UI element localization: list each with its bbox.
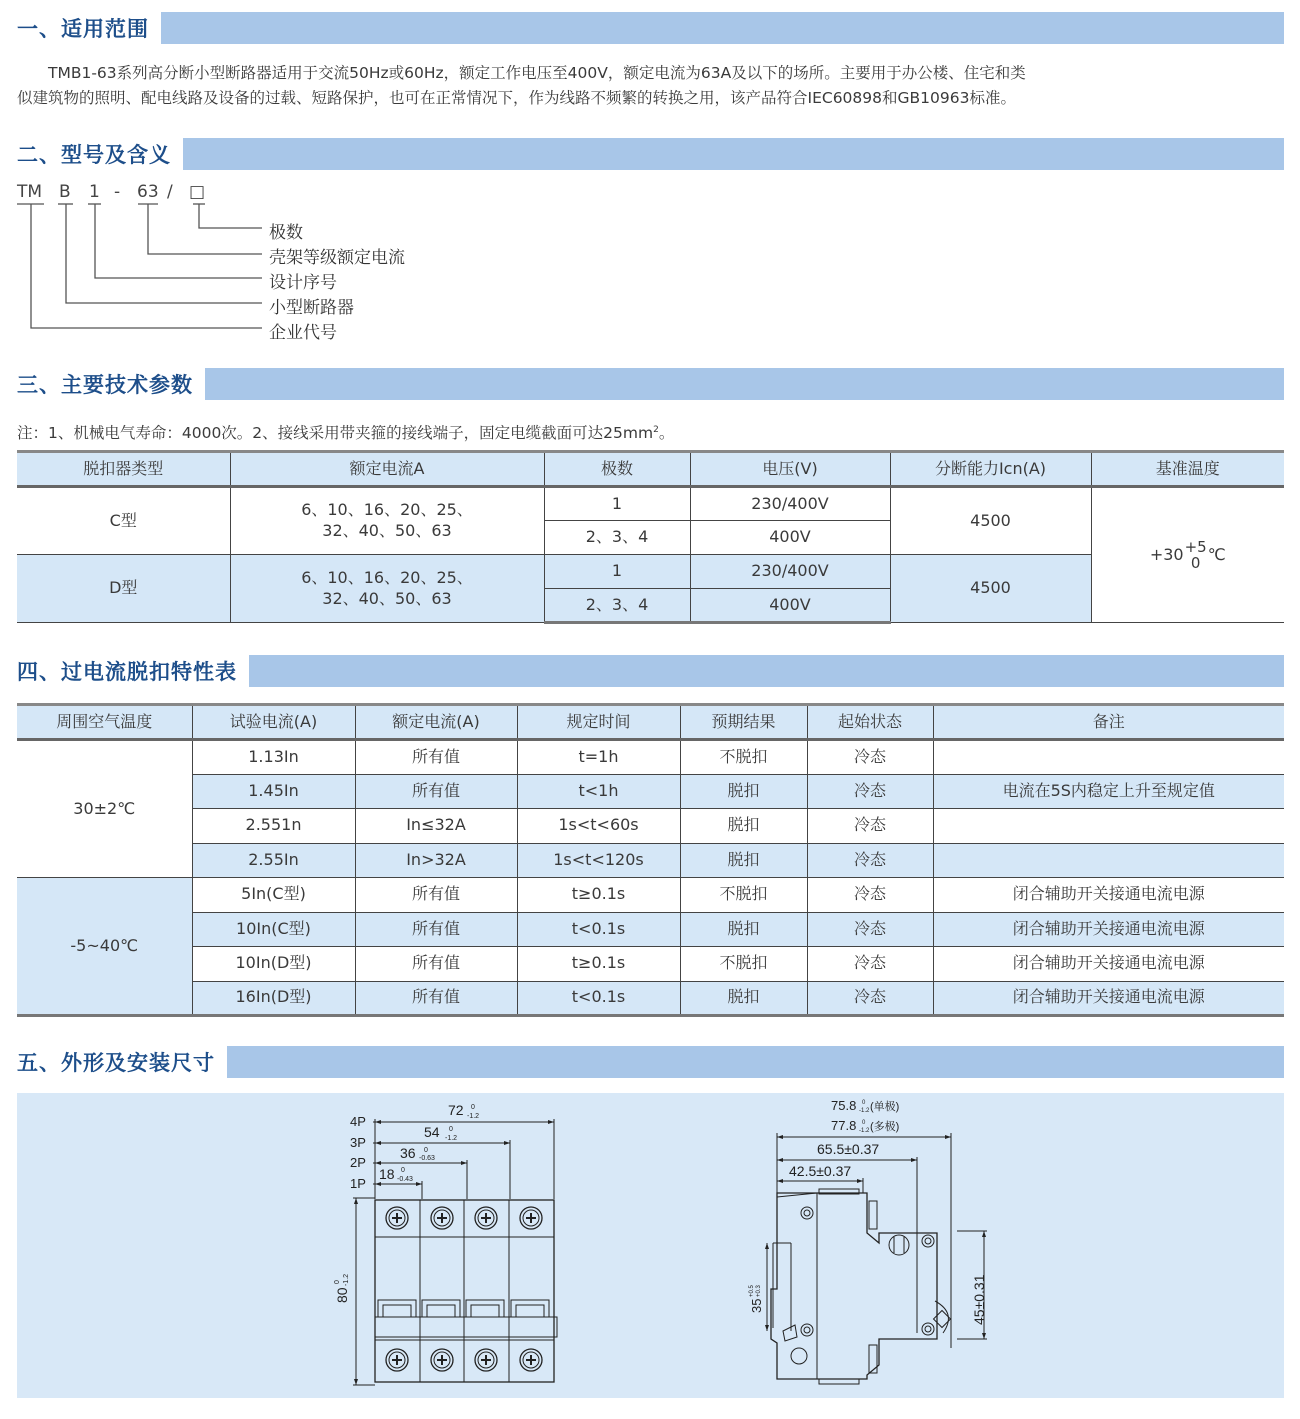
section-header-model <box>17 138 1284 170</box>
time-cell: t<1h <box>517 774 680 809</box>
col-header: 脱扣器类型 <box>17 452 230 487</box>
poles-cell: 1 <box>544 555 690 589</box>
state-cell: 冷态 <box>807 981 933 1016</box>
result-cell: 脱扣 <box>680 809 807 844</box>
rated-current-cell: 所有值 <box>355 947 517 982</box>
pole-label-4p: 4P <box>350 1114 366 1129</box>
dim-tol-upper: 0 <box>449 1126 453 1133</box>
rated-current-cell: 所有值 <box>355 912 517 947</box>
model-code-dash: - <box>114 182 121 202</box>
scope-line-2: 似建筑物的照明、配电线路及设备的过载、短路保护，也可在正常情况下，作为线路不频繁的转换之用，该产品符合IEC60898和GB10963标准。 <box>17 89 1016 107</box>
time-cell: t≥0.1s <box>517 947 680 982</box>
col-header: 备注 <box>933 705 1284 740</box>
section-title: 一、适用范围 <box>17 17 149 41</box>
rated-current-cell <box>230 487 544 555</box>
ambient-temp-cell: 30±2℃ <box>17 740 192 878</box>
dim-width-3p: 54 <box>424 1124 440 1140</box>
poles-cell: 2、3、4 <box>544 521 690 555</box>
time-cell: 1s<t<60s <box>517 809 680 844</box>
model-designation-diagram <box>17 180 467 345</box>
voltage-cell: 400V <box>690 521 890 555</box>
table-row <box>17 843 1284 878</box>
voltage-cell: 230/400V <box>690 555 890 589</box>
result-cell: 不脱扣 <box>680 740 807 775</box>
rated-current-cell: 所有值 <box>355 740 517 775</box>
table-row <box>17 947 1284 982</box>
dim-width-1p: 18 <box>379 1166 395 1182</box>
rated-current-cell: 所有值 <box>355 981 517 1016</box>
side-view-drawing <box>707 1093 1300 1398</box>
state-cell: 冷态 <box>807 947 933 982</box>
screw-icon <box>431 1207 453 1229</box>
dim-width-2p: 36 <box>400 1145 416 1161</box>
breaking-capacity-cell: 4500 <box>890 555 1091 623</box>
note-superscript: 2 <box>653 425 659 435</box>
dim-depth-single: 75.8 <box>831 1098 857 1113</box>
section-title: 五、外形及安装尺寸 <box>17 1051 215 1075</box>
section-title: 二、型号及含义 <box>17 143 171 167</box>
test-current-cell: 1.45In <box>192 774 355 809</box>
state-cell: 冷态 <box>807 878 933 913</box>
col-header: 额定电流A <box>230 452 544 487</box>
temp-unit: ℃ <box>1207 544 1226 564</box>
model-code-frame: 63 <box>137 182 159 202</box>
rated-current-cell: 所有值 <box>355 878 517 913</box>
note-text: 注：1、机械电气寿命：4000次。2、接线采用带夹箍的接线端子，固定电缆截面可达25mm <box>17 424 654 443</box>
result-cell: 脱扣 <box>680 981 807 1016</box>
ambient-temp-cell: -5~40℃ <box>17 878 192 1016</box>
dim-height: 80 <box>334 1287 350 1303</box>
dim-tol-lower: -1.2 <box>467 1113 480 1120</box>
dim-rail: 35 <box>749 1298 764 1313</box>
section-header-dimensions <box>17 1046 1284 1078</box>
reference-temp-cell <box>1091 487 1284 623</box>
poles-cell: 1 <box>544 487 690 521</box>
test-current-cell: 1.13In <box>192 740 355 775</box>
note-cell: 闭合辅助开关接通电流电源 <box>933 912 1284 947</box>
scope-line-1: TMB1-63系列高分断小型断路器适用于交流50Hz或60Hz，额定工作电压至400V，额定电流为63A及以下的场所。主要用于办公楼、住宅和类 <box>48 64 1026 82</box>
note-cell <box>933 843 1284 878</box>
section-bar <box>249 655 1284 687</box>
col-header: 分断能力Icn(A) <box>890 452 1091 487</box>
trip-type-cell: D型 <box>17 555 230 623</box>
result-cell: 脱扣 <box>680 774 807 809</box>
col-header: 基准温度 <box>1091 452 1284 487</box>
dim-depth-multi: 77.8 <box>831 1118 857 1133</box>
result-cell: 脱扣 <box>680 843 807 878</box>
result-cell: 不脱扣 <box>680 947 807 982</box>
section-title: 三、主要技术参数 <box>17 373 193 397</box>
pole-label-2p: 2P <box>350 1155 366 1170</box>
time-cell: t<0.1s <box>517 912 680 947</box>
note-end: 。 <box>658 424 675 443</box>
screw-icon <box>475 1349 497 1371</box>
col-header: 额定电流(A) <box>355 705 517 740</box>
test-current-cell: 5In(C型) <box>192 878 355 913</box>
rated-current-cell: In>32A <box>355 843 517 878</box>
dim-tol-lower: -0.63 <box>419 1155 435 1162</box>
section-title: 四、过电流脱扣特性表 <box>17 660 237 684</box>
dim-note-multi: (多极) <box>870 1121 900 1133</box>
section-bar <box>161 12 1284 44</box>
time-cell: t<0.1s <box>517 981 680 1016</box>
rated-current-line: 32、40、50、63 <box>322 521 452 540</box>
model-label-mcb: 小型断路器 <box>269 298 354 318</box>
dim-tol-upper: 0 <box>401 1167 405 1174</box>
section-header-params <box>17 368 1284 400</box>
test-current-cell: 10In(D型) <box>192 947 355 982</box>
state-cell: 冷态 <box>807 774 933 809</box>
section-bar <box>205 368 1284 400</box>
dim-655: 65.5±0.37 <box>817 1141 880 1157</box>
dim-tol-upper: 0 <box>862 1100 866 1106</box>
poles-cell: 2、3、4 <box>544 589 690 623</box>
pole-label-1p: 1P <box>350 1176 366 1191</box>
screw-icon <box>475 1207 497 1229</box>
dim-tol-upper: +0.5 <box>749 1285 755 1297</box>
col-header: 试验电流(A) <box>192 705 355 740</box>
dim-tol-lower: +0.3 <box>756 1285 762 1297</box>
col-header: 预期结果 <box>680 705 807 740</box>
model-code-type: B <box>59 182 71 202</box>
scope-paragraph <box>17 61 1284 111</box>
reference-temp <box>1150 539 1226 571</box>
state-cell: 冷态 <box>807 912 933 947</box>
col-header: 周围空气温度 <box>17 705 192 740</box>
note-cell: 闭合辅助开关接通电流电源 <box>933 981 1284 1016</box>
screw-icon <box>520 1207 542 1229</box>
model-code-company: TM <box>17 182 43 202</box>
result-cell: 脱扣 <box>680 912 807 947</box>
temp-tol-upper: +5 <box>1184 538 1207 556</box>
trip-type-cell: C型 <box>17 487 230 555</box>
table-row <box>17 740 1284 775</box>
dim-note-single: (单极) <box>870 1101 900 1113</box>
note-cell <box>933 740 1284 775</box>
voltage-cell: 230/400V <box>690 487 890 521</box>
table-header-row <box>17 452 1284 487</box>
state-cell: 冷态 <box>807 740 933 775</box>
state-cell: 冷态 <box>807 809 933 844</box>
time-cell: t≥0.1s <box>517 878 680 913</box>
model-code-poles: □ <box>189 182 206 202</box>
state-cell: 冷态 <box>807 843 933 878</box>
rated-current-cell <box>230 555 544 623</box>
col-header: 起始状态 <box>807 705 933 740</box>
col-header: 规定时间 <box>517 705 680 740</box>
dim-tol-lower: -1.2 <box>859 1108 870 1114</box>
rated-current-cell: In≤32A <box>355 809 517 844</box>
dim-tol-lower: -1.2 <box>445 1135 458 1142</box>
rated-current-cell: 所有值 <box>355 774 517 809</box>
dim-tol-upper: 0 <box>334 1280 341 1284</box>
col-header: 极数 <box>544 452 690 487</box>
table-row <box>17 912 1284 947</box>
screw-icon <box>520 1349 542 1371</box>
test-current-cell: 2.551n <box>192 809 355 844</box>
screw-icon <box>386 1207 408 1229</box>
dim-tol-lower: -0.43 <box>397 1176 413 1183</box>
dim-tol-lower: -1.2 <box>343 1273 350 1286</box>
table-row <box>17 774 1284 809</box>
time-cell: t=1h <box>517 740 680 775</box>
dim-h45: 45±0.31 <box>971 1274 987 1325</box>
model-code-slash: / <box>167 182 173 202</box>
model-code-design: 1 <box>89 182 100 202</box>
rated-current-line: 6、10、16、20、25、 <box>301 500 473 520</box>
table-row <box>17 878 1284 913</box>
trip-characteristics-table <box>17 703 1284 1017</box>
note-cell: 闭合辅助开关接通电流电源 <box>933 878 1284 913</box>
tech-params-table <box>17 450 1284 624</box>
rated-current-line: 6、10、16、20、25、 <box>301 567 473 587</box>
dim-tol-upper: 0 <box>471 1104 475 1111</box>
result-cell: 不脱扣 <box>680 878 807 913</box>
dim-425: 42.5±0.37 <box>789 1163 852 1179</box>
params-note <box>17 418 1284 446</box>
table-row <box>17 487 1284 521</box>
section-header-scope <box>17 12 1284 44</box>
col-header: 电压(V) <box>690 452 890 487</box>
test-current-cell: 16In(D型) <box>192 981 355 1016</box>
table-header-row <box>17 705 1284 740</box>
pole-label-3p: 3P <box>350 1135 366 1150</box>
dim-tol-lower: -1.2 <box>859 1128 870 1134</box>
note-cell: 电流在5S内稳定上升至规定值 <box>933 774 1284 809</box>
time-cell: 1s<t<120s <box>517 843 680 878</box>
model-label-design-number: 设计序号 <box>269 273 337 293</box>
note-cell <box>933 809 1284 844</box>
front-view-drawing <box>17 1093 617 1398</box>
section-header-trip <box>17 655 1284 687</box>
test-current-cell: 10In(C型) <box>192 912 355 947</box>
dim-tol-upper: 0 <box>424 1147 428 1154</box>
section-bar <box>227 1046 1284 1078</box>
note-cell: 闭合辅助开关接通电流电源 <box>933 947 1284 982</box>
table-row <box>17 809 1284 844</box>
rated-current-line: 32、40、50、63 <box>322 588 452 608</box>
model-label-poles: 极数 <box>269 223 303 243</box>
temp-tol-lower: 0 <box>1190 554 1201 572</box>
breaking-capacity-cell: 4500 <box>890 487 1091 555</box>
table-row <box>17 981 1284 1016</box>
test-current-cell: 2.55In <box>192 843 355 878</box>
screw-icon <box>386 1349 408 1371</box>
model-label-company-code: 企业代号 <box>269 323 337 343</box>
model-label-frame-current: 壳架等级额定电流 <box>269 248 405 268</box>
dim-tol-upper: 0 <box>862 1120 866 1126</box>
voltage-cell: 400V <box>690 589 890 623</box>
screw-icon <box>431 1349 453 1371</box>
dimension-drawings <box>17 1093 1284 1398</box>
dim-width-4p: 72 <box>448 1102 464 1118</box>
section-bar <box>183 138 1284 170</box>
temp-base: +30 <box>1149 544 1184 564</box>
